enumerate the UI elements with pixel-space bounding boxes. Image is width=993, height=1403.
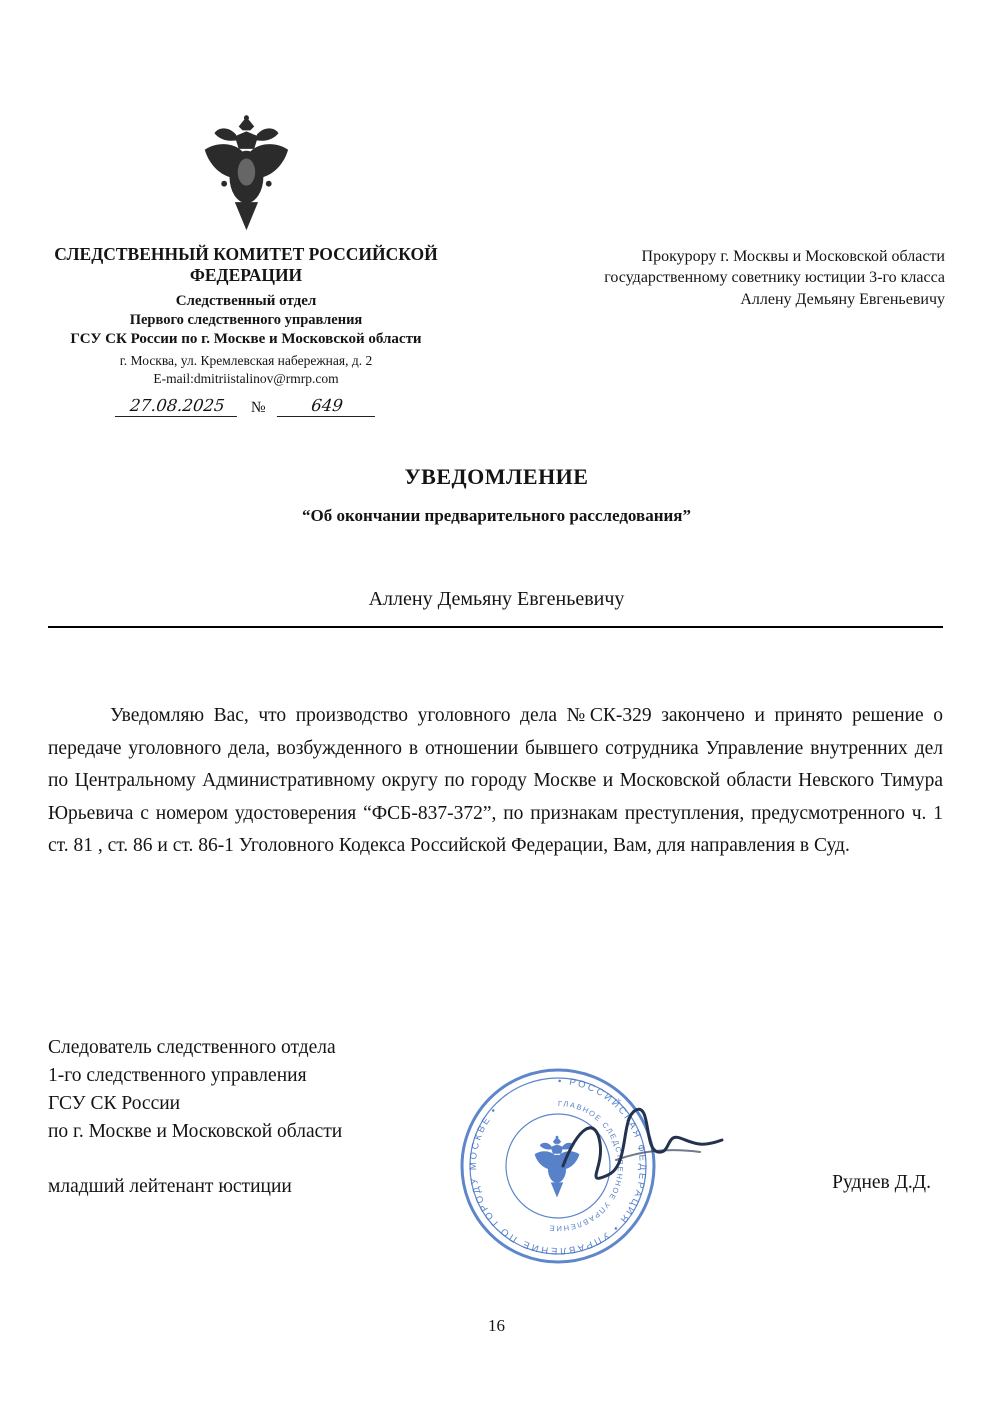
dept-line2: Первого следственного управления — [129, 312, 363, 328]
recipient-line1: Прокурору г. Москвы и Московской области — [641, 248, 945, 265]
org-name-line1: СЛЕДСТВЕННЫЙ КОМИТЕТ РОССИЙСКОЙ — [54, 244, 438, 264]
stamp-ring-text: • РОССИЙСКАЯ ФЕДЕРАЦИЯ • УПРАВЛЕНИЕ ПО ГОРОДУ МОСКВЕ • — [467, 1075, 649, 1257]
handwritten-signature — [548, 1088, 738, 1200]
addressee-underline — [48, 626, 943, 628]
letterhead — [40, 112, 452, 417]
dept-line1: Следственный отдел — [175, 293, 317, 309]
recipient-line2: государственному советнику юстиции 3-го класса — [604, 269, 945, 287]
document-subtitle: “Об окончании предварительного расследования” — [302, 506, 691, 525]
number-sign: № — [250, 399, 266, 416]
recipient-line3: Аллену Демьяну Евгеньевичу — [740, 290, 945, 308]
page-number: 16 — [488, 1316, 505, 1335]
recipient-block — [485, 246, 945, 310]
sig-line1: Следователь следственного отдела — [48, 1037, 336, 1058]
date-number-line — [40, 396, 452, 417]
sig-line2: 1-го следственного управления — [48, 1065, 307, 1087]
sk-eagle-emblem-icon — [40, 112, 452, 238]
handwritten-date: 27.08.2025 — [115, 396, 240, 417]
org-address: г. Москва, ул. Кремлевская набережная, д. 2 — [119, 353, 373, 368]
sig-line4: по г. Москве и Московской области — [48, 1121, 343, 1143]
addressee-name: Аллену Демьяну Евгеньевичу — [368, 588, 625, 610]
sig-rank: младший лейтенант юстиции — [48, 1176, 292, 1198]
dept-line3: ГСУ СК России по г. Москве и Московской области — [70, 331, 422, 347]
body-paragraph: Уведомляю Вас, что производство уголовного дела №СК-329 закончено и принято решение о передаче уголовного дела, возбужденного в отношении бывшего сотрудника Управление внутренних дел по Центральному Административному округу по городу Москве и Московской области Невского Тимура Юрьевича с номером удостоверения “ФСБ-837-372”, по признакам преступления, предусмотренного ч. 1 ст. 81 , ст. 86 и ст. 86-1 Уголовного Кодекса Российской Федерации, Вам, для направления в Суд. — [48, 705, 943, 857]
stamp-inner-text: ГЛАВНОЕ СЛЕДСТВЕННОЕ УПРАВЛЕНИЕ — [547, 1098, 626, 1234]
document-title: УВЕДОМЛЕНИЕ — [404, 464, 589, 489]
signature-block — [48, 1034, 342, 1201]
handwritten-number: 649 — [277, 396, 377, 417]
sig-line3: ГСУ СК России — [48, 1093, 181, 1115]
signatory-name: Руднев Д.Д. — [832, 1172, 931, 1193]
org-email: E-mail:dmitriistalinov@rmrp.com — [153, 371, 339, 386]
org-name-line2: ФЕДЕРАЦИИ — [189, 265, 303, 285]
